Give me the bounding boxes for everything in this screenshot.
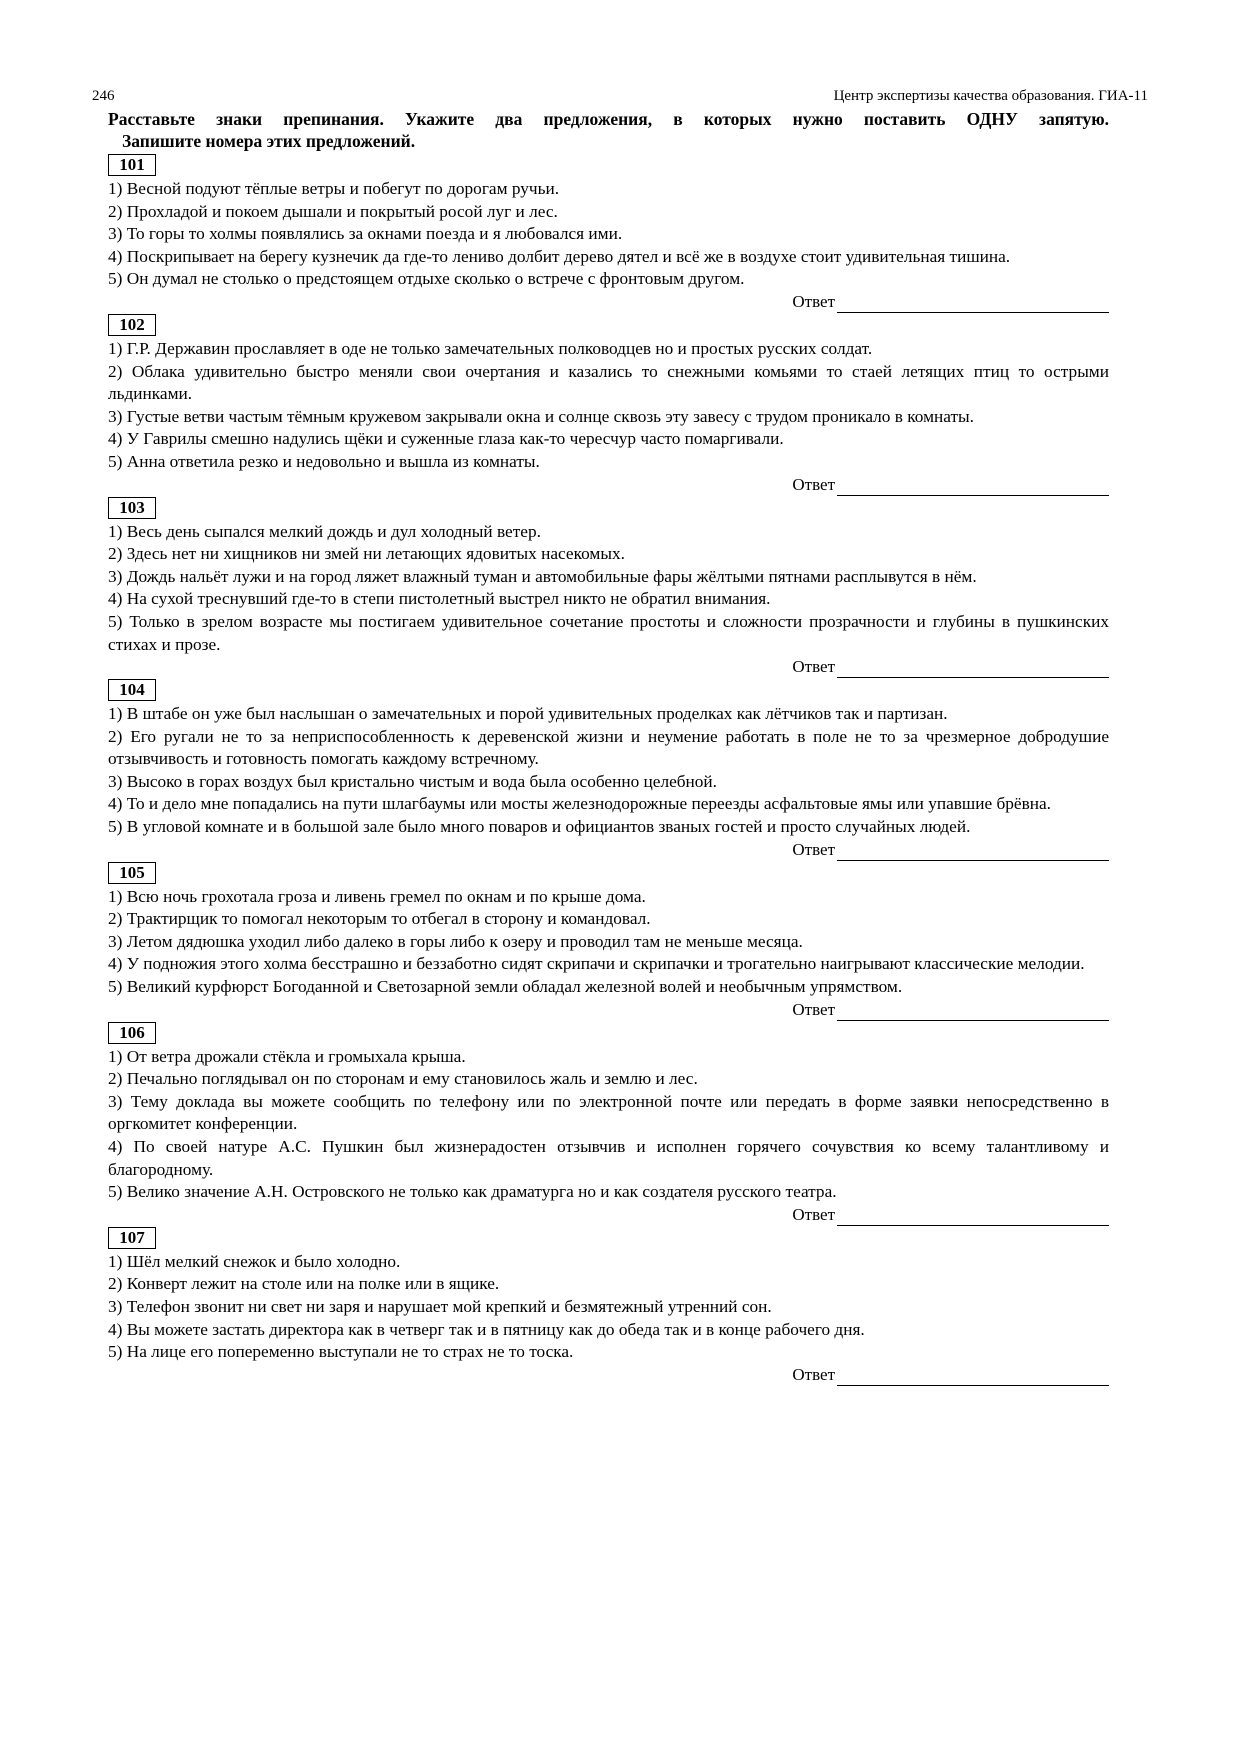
task-number-box: 104 [108,679,156,701]
answer-label: Ответ [792,839,835,859]
page-number: 246 [92,88,115,104]
answer-label: Ответ [792,657,835,677]
sentence-list [108,703,1109,839]
answer-label: Ответ [792,474,835,494]
sentence-list [108,1251,1109,1364]
sentence-item: 4) То и дело мне попадались на пути шлагбаумы или мосты железнодорожные переезды асфальтовые ямы или упавшие брёвна. [108,794,1051,814]
sentence-item: 2) Здесь нет ни хищников ни змей ни летающих ядовитых насекомых. [108,544,625,564]
task-number-box: 101 [108,154,156,176]
task-block [108,497,1109,679]
answer-field[interactable] [837,660,1109,678]
answer-field[interactable] [837,843,1109,861]
sentence-item: 1) Весь день сыпался мелкий дождь и дул холодный ветер. [108,521,541,541]
sentence-list [108,1046,1109,1204]
sentence-item: 1) В штабе он уже был наслышан о замечательных и порой удивительных проделках как лётчиков так и партизан. [108,704,948,724]
answer-row [108,1204,1109,1226]
sentence-item: 5) Великий курфюрст Богоданной и Светозарной земли обладал железной волей и необычным упрямством. [108,977,903,997]
task-number-box: 107 [108,1227,156,1249]
answer-row [108,291,1109,313]
sentence-item: 4) На сухой треснувший где-то в степи пистолетный выстрел никто не обратил внимания. [108,589,771,609]
task-block [108,679,1109,861]
sentence-item: 2) Его ругали не то за неприспособленность к деревенской жизни и неумение работать в поле не то за чрезмерное добродушие отзывчивость и готовность помогать каждому встречному. [108,726,1109,769]
sentence-item: 4) Поскрипывает на берегу кузнечик да где-то лениво долбит дерево дятел и всё же в воздухе стоит удивительная тишина. [108,246,1011,266]
instruction-line-2: Запишите номера этих предложений. [122,131,416,151]
sentence-item: 3) Телефон звонит ни свет ни заря и нарушает мой крепкий и безмятежный утренний сон. [108,1296,772,1316]
task-block [108,154,1109,313]
task-block [108,1022,1109,1226]
answer-row [108,999,1109,1021]
sentence-item: 2) Трактирщик то помогал некоторым то отбегал в сторону и командовал. [108,909,651,929]
sentence-item: 4) По своей натуре А.С. Пушкин был жизнерадостен отзывчив и исполнен горячего сочувствия ко всему талантливому и благородному. [108,1137,1109,1179]
sentence-list [108,178,1109,291]
answer-label: Ответ [792,1204,835,1224]
sentence-list [108,338,1109,474]
task-block [108,314,1109,496]
sentence-item: 3) То горы то холмы появлялись за окнами поезда и я любовался ими. [108,224,623,244]
answer-row [108,839,1109,861]
task-number-box: 106 [108,1022,156,1044]
sentence-item: 4) Вы можете застать директора как в четверг так и в пятницу как до обеда так и в конце рабочего дня. [108,1319,865,1339]
sentence-item: 5) Велико значение А.Н. Островского не только как драматурга но и как создателя русского театра. [108,1182,837,1202]
sentence-item: 1) От ветра дрожали стёкла и громыхала крыша. [108,1046,466,1066]
task-number-box: 103 [108,497,156,519]
answer-row [108,1364,1109,1386]
answer-field[interactable] [837,1003,1109,1021]
sentence-item: 4) У подножия этого холма бесстрашно и беззаботно сидят скрипачи и скрипачки и трогательно наигрывают классические мелодии. [108,954,1085,974]
page-header: Центр экспертизы качества образования. ГИА-11 [833,88,1148,104]
sentence-item: 5) Он думал не столько о предстоящем отдыхе сколько о встрече с фронтовым другом. [108,269,745,289]
sentence-item: 1) Г.Р. Державин прославляет в оде не только замечательных полководцев но и простых русских солдат. [108,338,873,358]
sentence-item: 2) Облака удивительно быстро меняли свои очертания и казались то снежными комьями то стаей летящих птиц то острыми льдинками. [108,361,1109,404]
answer-label: Ответ [792,1364,835,1384]
answer-field[interactable] [837,295,1109,313]
sentence-item: 3) Летом дядюшка уходил либо далеко в горы либо к озеру и проводил там не меньше месяца. [108,931,803,951]
answer-row [108,656,1109,678]
sentence-item: 2) Прохладой и покоем дышали и покрытый росой луг и лес. [108,201,558,221]
task-number-box: 105 [108,862,156,884]
task-block [108,1227,1109,1386]
task-number-box: 102 [108,314,156,336]
sentence-list [108,886,1109,999]
instruction-line-1: Расставьте знаки препинания. Укажите два предложения, в которых нужно поставить ОДНУ запятую. [108,109,1109,129]
sentence-item: 5) Только в зрелом возрасте мы постигаем удивительное сочетание простоты и сложности прозрачности и глубины в пушкинских стихах и прозе. [108,611,1109,654]
task-list [108,154,1109,1387]
sentence-item: 3) Высоко в горах воздух был кристально чистым и вода была особенно целебной. [108,771,718,791]
sentence-item: 3) Дождь нальёт лужи и на город ляжет влажный туман и автомобильные фары жёлтыми пятнами расплывутся в нём. [108,566,977,586]
sentence-item: 5) Анна ответила резко и недовольно и вышла из комнаты. [108,451,540,471]
sentence-item: 5) В угловой комнате и в большой зале было много поваров и официантов званых гостей и просто случайных людей. [108,817,971,837]
answer-field[interactable] [837,1208,1109,1226]
answer-row [108,474,1109,496]
sentence-item: 2) Печально поглядывал он по сторонам и ему становилось жаль и землю и лес. [108,1069,698,1089]
answer-label: Ответ [792,999,835,1019]
answer-field[interactable] [837,1368,1109,1386]
sentence-item: 3) Густые ветви частым тёмным кружевом закрывали окна и солнце сквозь эту завесу с трудом проникало в комнаты. [108,406,974,426]
sentence-item: 1) Шёл мелкий снежок и было холодно. [108,1251,401,1271]
sentence-item: 2) Конверт лежит на столе или на полке или в ящике. [108,1274,500,1294]
answer-label: Ответ [792,291,835,311]
answer-field[interactable] [837,478,1109,496]
sentence-item: 3) Тему доклада вы можете сообщить по телефону или по электронной почте или передать в форме заявки непосредственно в оргкомитет конференции. [108,1091,1109,1134]
task-block [108,862,1109,1021]
sentence-item: 1) Весной подуют тёплые ветры и побегут по дорогам ручьи. [108,179,560,198]
instruction [108,108,1109,152]
sentence-item: 4) У Гаврилы смешно надулись щёки и суженные глаза как-то чересчур часто помаргивали. [108,429,784,449]
sentence-list [108,521,1109,657]
sentence-item: 1) Всю ночь грохотала гроза и ливень гремел по окнам и по крыше дома. [108,886,646,906]
sentence-item: 5) На лице его попеременно выступали не то страх не то тоска. [108,1342,574,1362]
